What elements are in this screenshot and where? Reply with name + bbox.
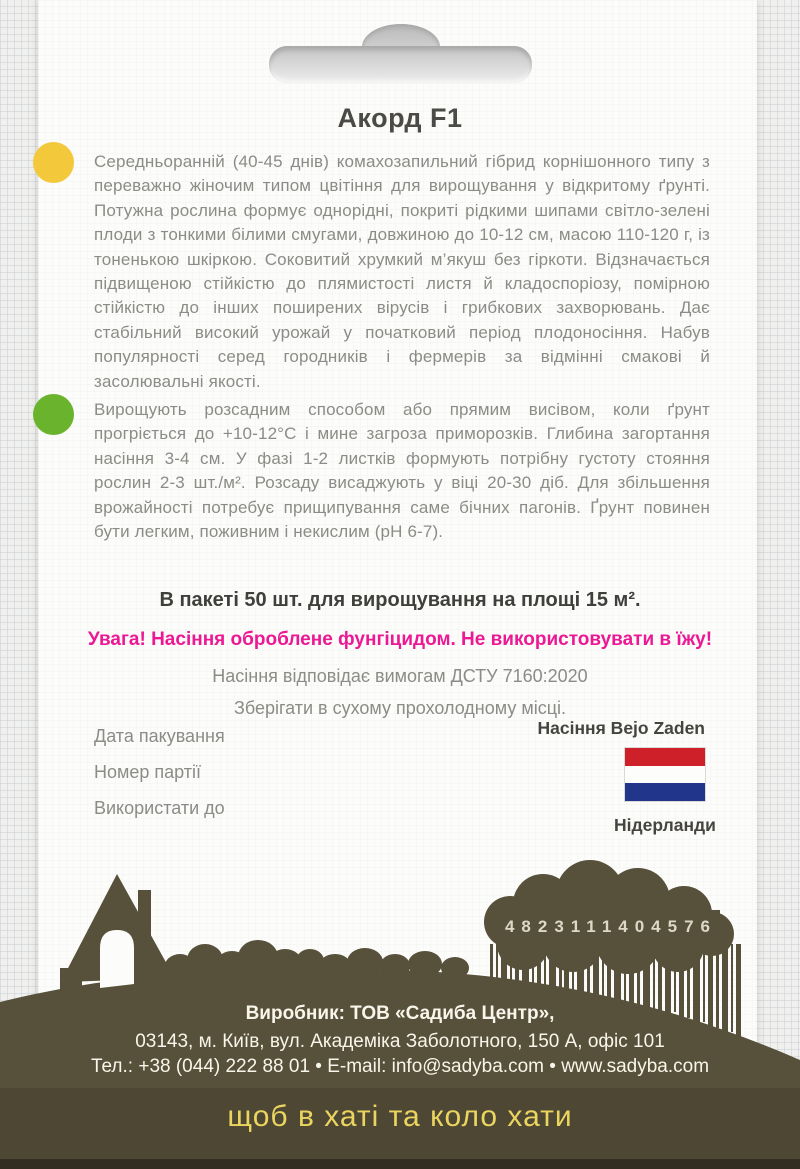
flag-stripe-red bbox=[625, 748, 705, 766]
euro-hang-slot bbox=[269, 46, 532, 83]
producer-name-line: Виробник: ТОВ «Садиба Центр», bbox=[245, 1003, 555, 1024]
producer-address-line: 03143, м. Київ, вул. Академіка Заболотного, 150 А, офіс 101 bbox=[135, 1031, 665, 1052]
green-bullet-icon bbox=[33, 394, 74, 435]
storage-instruction-line: Зберігати в сухому прохолодному місці. bbox=[233, 698, 567, 718]
country-of-origin-label: Нідерланди bbox=[614, 815, 716, 835]
producer-contacts-line: Тел.: +38 (044) 222 88 01 • E-mail: info@sadyba.com • www.sadyba.com bbox=[90, 1056, 710, 1077]
variety-title: Акорд F1 bbox=[337, 103, 463, 133]
flag-stripe-blue bbox=[625, 783, 705, 801]
standard-compliance-line: Насіння відповідає вимогам ДСТУ 7160:2020 bbox=[212, 666, 588, 686]
agronomy-paragraph: Вирощують розсадним способом або прямим висівом, коли ґрунт прогріється до +10-12°С і мине загроза приморозків. Глибина загортання насіння 3-4 см. У фазі 1-2 листків формують потрібну густоту стояння рослин 2-3 шт./м². Розсаду висаджують у віці 20-30 діб. Для збільшення врожайності потребує прищипування саме бічних пагонів. Ґрунт повинен бути легким, поживним і некислим (pH 6-7). bbox=[94, 400, 710, 542]
barcode-number: 4823111404576 bbox=[504, 917, 718, 936]
house-arch-window bbox=[100, 930, 134, 988]
batch-number-label: Номер партії bbox=[94, 762, 202, 782]
bottom-edge-strip bbox=[0, 1159, 800, 1169]
use-before-label: Використати до bbox=[94, 798, 225, 818]
yellow-bullet-icon bbox=[33, 142, 74, 183]
fungicide-warning: Увага! Насіння оброблене фунгіцидом. Не використовувати в їжу! bbox=[87, 629, 713, 650]
brand-slogan: щоб в хаті та коло хати bbox=[227, 1100, 573, 1133]
description-paragraph: Середньоранній (40-45 днів) комахозапильний гібрид корнішонного типу з переважно жіночим типом цвітіння для вирощування у відкритому ґрунті. Потужна рослина формує однорідні, покриті рідкими шипами світло-зелені плоди з тонкими білими смугами, довжиною до 10-12 см, масою 110-120 г, із тоненькою шкіркою. Соковитий хрумкий м’якуш без гіркоти. Відзначається підвищеною стійкістю до плямистості листя й кладоспоріозу, помірною стійкістю до інших поширених вірусів і грибкових захворювань. Дає стабільний високий урожай у початковий період плодоносіння. Набув популярності серед городників і фермерів за відмінні смакові й засолювальні якості. bbox=[94, 152, 710, 391]
package-quantity-line: В пакеті 50 шт. для вирощування на площі 15 м². bbox=[159, 589, 641, 611]
packing-date-label: Дата пакування bbox=[94, 726, 225, 746]
netherlands-flag-icon bbox=[625, 748, 705, 801]
seed-producer-label: Насіння Bejo Zaden bbox=[537, 718, 705, 738]
flag-stripe-white bbox=[625, 766, 705, 783]
